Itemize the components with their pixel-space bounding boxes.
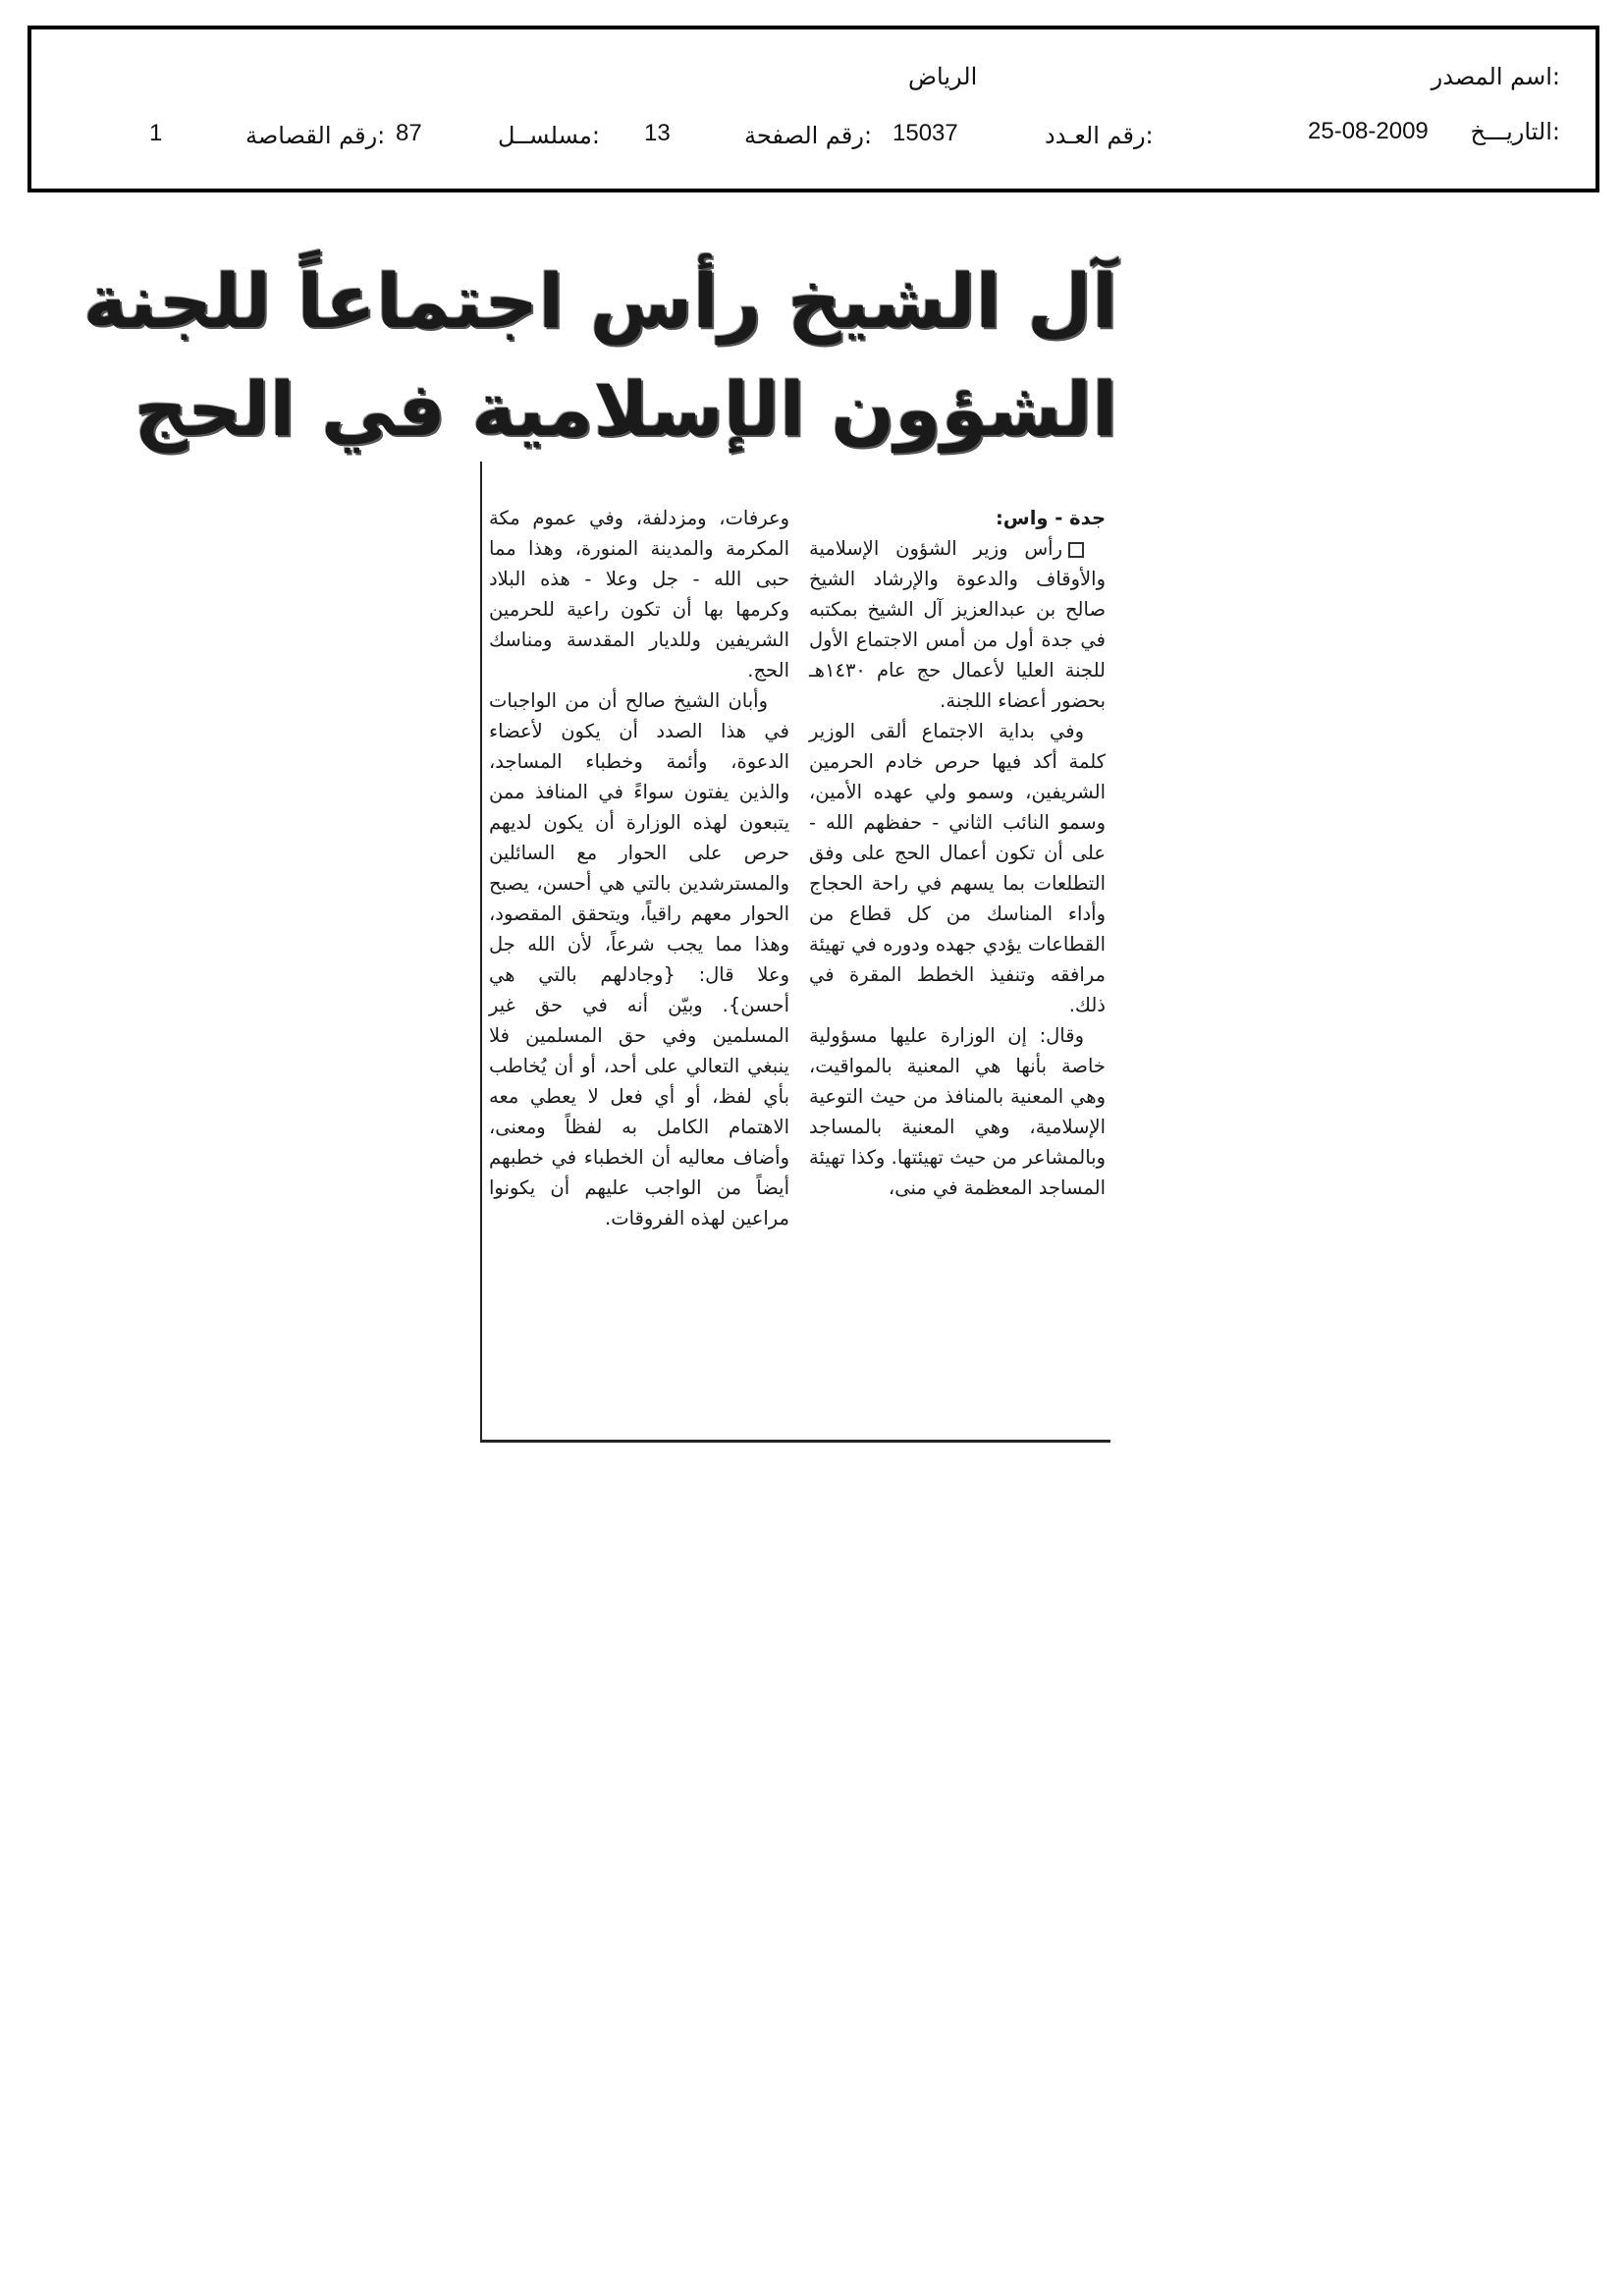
column-border-left xyxy=(480,462,482,1442)
article-column-right xyxy=(809,503,1106,1426)
article-paragraph: وعرفات، ومزدلفة، وفي عموم مكة المكرمة والمدينة المنورة، وهذا مما حبى الله - جل وعلا - هذه البلاد وكرمها بها أن تكون راعية للحرمين الشريفين وللديار المقدسة ومناسك الحج. xyxy=(489,507,789,682)
article-column-left xyxy=(489,503,789,1426)
serial-value: 87 xyxy=(396,120,422,146)
article-paragraph: وأبان الشيخ صالح أن من الواجبات في هذا الصدد أن يكون لأعضاء الدعوة، وأئمة وخطباء المساجد، والذين يفتون سواءً في المنافذ ممن يتبعون لهذه الوزارة أن يكون لديهم حرص على الحوار مع السائلين والمسترشدين بالتي هي أحسن، يصبح الحوار معهم راقياً، ويتحقق المقصود، وهذا مما يجب شرعاً، لأن الله جل وعلا قال: {وجادلهم بالتي هي أحسن}. وبيّن أنه في حق غير المسلمين وفي حق المسلمين فلا ينبغي التعالي على أحد، أو أن يُخاطب بأي لفظ، أو أي فعل لا يعطي معه الاهتمام الكامل به لفظاً ومعنى، وأضاف معاليه أن الخطباء في خطبهم أيضاً من الواجب عليهم أن يكونوا مراعين لهذه الفروقات. xyxy=(489,689,789,1230)
page-label: رقم الصفحة: xyxy=(744,122,873,149)
source-label: اسم المصدر: xyxy=(1431,63,1560,90)
source-value: الرياض xyxy=(908,64,978,90)
date-label: التاريـــخ: xyxy=(1470,118,1560,145)
clip-label: رقم القصاصة: xyxy=(245,122,386,149)
article-paragraph: وقال: إن الوزارة عليها مسؤولية خاصة بأنها هي المعنية بالمواقيت، وهي المعنية بالمنافذ من حيث التوعية الإسلامية، وهي المعنية بالمساجد وبالمشاعر من حيث تهيئتها. وكذا تهيئة المساجد المعظمة في منى، xyxy=(809,1024,1106,1199)
page-value: 13 xyxy=(644,120,671,146)
article-paragraph: رأس وزير الشؤون الإسلامية والأوقاف والدعوة والإرشاد الشيخ صالح بن عبدالعزيز آل الشيخ بمكتبه في جدة أول من أمس الاجتماع الأول للجنة العليا لأعمال حج عام ١٤٣٠هـ بحضور أعضاء اللجنة. xyxy=(809,537,1106,712)
article-headline-line2: الشؤون الإسلامية في الحج xyxy=(134,365,1117,453)
article-dateline: جدة - واس: xyxy=(995,507,1106,529)
clip-value: 1 xyxy=(149,120,163,146)
clipping-header-box xyxy=(27,26,1599,192)
issue-label: رقم العـدد: xyxy=(1045,122,1154,149)
article-paragraph: وفي بداية الاجتماع ألقى الوزير كلمة أكد فيها حرص خادم الحرمين الشريفين، وسمو ولي عهده الأمين، وسمو النائب الثاني - حفظهم الله - على أن تكون أعمال الحج على وفق التطلعات بما يسهم في راحة الحجاج وأداء المناسك من كل قطاع من القطاعات يؤدي جهده ودوره في تهيئة مرافقه وتنفيذ الخطط المقرة في ذلك. xyxy=(809,720,1106,1016)
issue-value: 15037 xyxy=(893,120,958,146)
serial-label: مسلســل: xyxy=(498,122,600,149)
date-value: 25-08-2009 xyxy=(1308,118,1429,144)
square-bullet-icon xyxy=(1068,542,1084,558)
article-bottom-rule xyxy=(480,1440,1110,1443)
article-headline-line1: آل الشيخ رأس اجتماعاً للجنة xyxy=(82,257,1117,345)
